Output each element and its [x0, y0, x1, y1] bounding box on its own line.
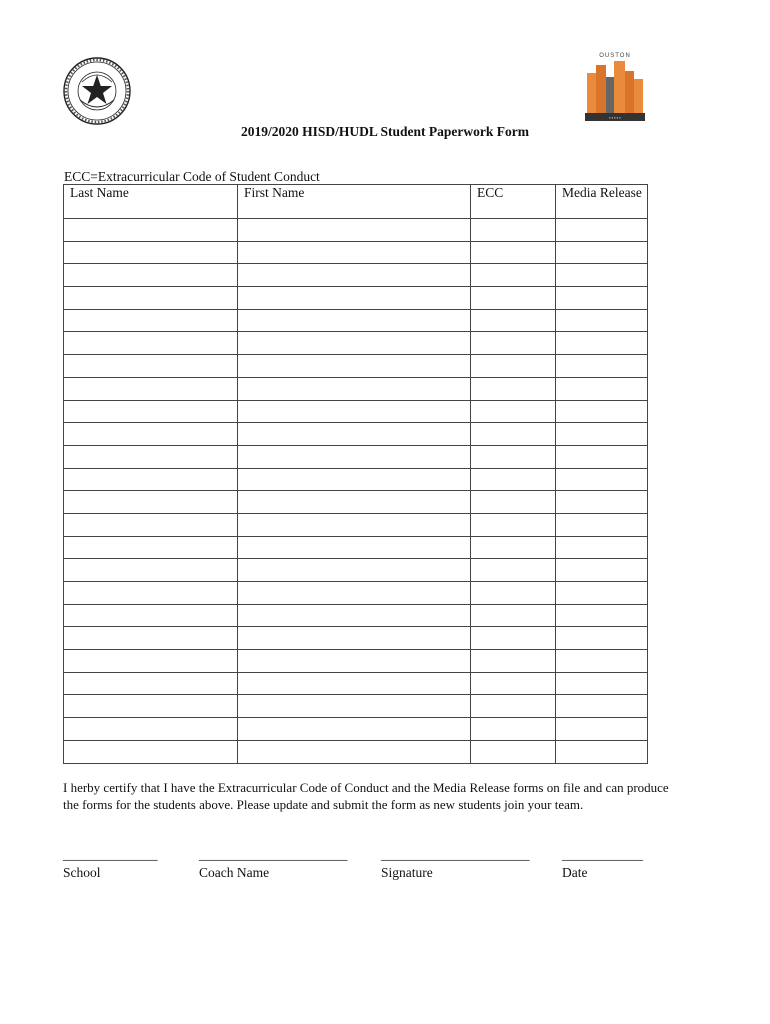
- school-label: School: [63, 865, 101, 880]
- cell-first-name[interactable]: [238, 287, 471, 310]
- school-signature-block: [63, 847, 158, 881]
- cell-first-name[interactable]: [238, 468, 471, 491]
- cell-last-name[interactable]: [64, 536, 238, 559]
- cell-last-name[interactable]: [64, 672, 238, 695]
- cell-media-release[interactable]: [556, 513, 648, 536]
- cell-first-name[interactable]: [238, 377, 471, 400]
- school-line[interactable]: ______________: [63, 847, 158, 862]
- cell-first-name[interactable]: [238, 400, 471, 423]
- cell-first-name[interactable]: [238, 627, 471, 650]
- cell-media-release[interactable]: [556, 445, 648, 468]
- cell-media-release[interactable]: [556, 650, 648, 673]
- cell-last-name[interactable]: [64, 264, 238, 287]
- cell-media-release[interactable]: [556, 287, 648, 310]
- cell-last-name[interactable]: [64, 332, 238, 355]
- cell-media-release[interactable]: [556, 377, 648, 400]
- cell-ecc[interactable]: [471, 559, 556, 582]
- table-row: [64, 740, 648, 763]
- ecc-definition: ECC=Extracurricular Code of Student Conduct: [64, 169, 320, 184]
- coach-name-line[interactable]: ______________________: [199, 847, 348, 862]
- cell-media-release[interactable]: [556, 491, 648, 514]
- table-row: [64, 536, 648, 559]
- cell-ecc[interactable]: [471, 355, 556, 378]
- cell-ecc[interactable]: [471, 400, 556, 423]
- cell-last-name[interactable]: [64, 695, 238, 718]
- cell-media-release[interactable]: [556, 582, 648, 605]
- cell-ecc[interactable]: [471, 672, 556, 695]
- cell-media-release[interactable]: [556, 468, 648, 491]
- cell-ecc[interactable]: [471, 695, 556, 718]
- cell-last-name[interactable]: [64, 491, 238, 514]
- cell-ecc[interactable]: [471, 241, 556, 264]
- cell-media-release[interactable]: [556, 604, 648, 627]
- cell-ecc[interactable]: [471, 536, 556, 559]
- cell-ecc[interactable]: [471, 332, 556, 355]
- table-row: [64, 287, 648, 310]
- cell-ecc[interactable]: [471, 582, 556, 605]
- cell-first-name[interactable]: [238, 650, 471, 673]
- date-label: Date: [562, 865, 588, 880]
- cell-last-name[interactable]: [64, 423, 238, 446]
- cell-last-name[interactable]: [64, 582, 238, 605]
- table-row: [64, 423, 648, 446]
- cell-last-name[interactable]: [64, 559, 238, 582]
- table-row: [64, 513, 648, 536]
- cell-last-name[interactable]: [64, 241, 238, 264]
- cell-media-release[interactable]: [556, 241, 648, 264]
- cell-media-release[interactable]: [556, 264, 648, 287]
- cell-first-name[interactable]: [238, 536, 471, 559]
- cell-media-release[interactable]: [556, 536, 648, 559]
- header-last-name: Last Name: [64, 185, 238, 219]
- table-row: [64, 604, 648, 627]
- table-row: [64, 445, 648, 468]
- cell-ecc[interactable]: [471, 309, 556, 332]
- cell-first-name[interactable]: [238, 332, 471, 355]
- cell-first-name[interactable]: [238, 672, 471, 695]
- cell-media-release[interactable]: [556, 559, 648, 582]
- roster-body: [64, 219, 648, 764]
- table-row: [64, 627, 648, 650]
- cell-ecc[interactable]: [471, 264, 556, 287]
- cell-first-name[interactable]: [238, 559, 471, 582]
- cell-last-name[interactable]: [64, 309, 238, 332]
- cell-ecc[interactable]: [471, 650, 556, 673]
- signature-block: [381, 847, 530, 881]
- cell-media-release[interactable]: [556, 718, 648, 741]
- cell-ecc[interactable]: [471, 468, 556, 491]
- cell-media-release[interactable]: [556, 309, 648, 332]
- cell-first-name[interactable]: [238, 264, 471, 287]
- coach-signature-block: [199, 847, 348, 881]
- table-row: [64, 264, 648, 287]
- table-row: [64, 559, 648, 582]
- cell-media-release[interactable]: [556, 672, 648, 695]
- svg-text:OUSTON: OUSTON: [599, 53, 631, 59]
- cell-first-name[interactable]: [238, 241, 471, 264]
- table-row: [64, 241, 648, 264]
- cell-ecc[interactable]: [471, 491, 556, 514]
- cell-media-release[interactable]: [556, 332, 648, 355]
- cell-last-name[interactable]: [64, 445, 238, 468]
- table-row: [64, 400, 648, 423]
- cell-first-name[interactable]: [238, 491, 471, 514]
- cell-first-name[interactable]: [238, 445, 471, 468]
- cell-first-name[interactable]: [238, 604, 471, 627]
- date-line[interactable]: ____________: [562, 847, 643, 862]
- cell-last-name[interactable]: [64, 627, 238, 650]
- table-row: [64, 718, 648, 741]
- cell-media-release[interactable]: [556, 695, 648, 718]
- cell-last-name[interactable]: [64, 355, 238, 378]
- cell-ecc[interactable]: [471, 513, 556, 536]
- header-ecc: ECC: [471, 185, 556, 219]
- svg-text:▪ ▪ ▪ ▪ ▪: ▪ ▪ ▪ ▪ ▪: [609, 115, 621, 120]
- cell-ecc[interactable]: [471, 219, 556, 242]
- cell-media-release[interactable]: [556, 423, 648, 446]
- cell-first-name[interactable]: [238, 513, 471, 536]
- cell-last-name[interactable]: [64, 513, 238, 536]
- date-signature-block: [562, 847, 643, 881]
- cell-media-release[interactable]: [556, 219, 648, 242]
- cell-first-name[interactable]: [238, 219, 471, 242]
- table-row: [64, 695, 648, 718]
- hisd-seal-logo: [62, 56, 132, 126]
- cell-ecc[interactable]: [471, 423, 556, 446]
- cell-last-name[interactable]: [64, 287, 238, 310]
- table-row: [64, 377, 648, 400]
- houston-brand-logo: [585, 47, 645, 123]
- cell-last-name[interactable]: [64, 400, 238, 423]
- cell-last-name[interactable]: [64, 219, 238, 242]
- header-first-name: First Name: [238, 185, 471, 219]
- signature-line[interactable]: ______________________: [381, 847, 530, 862]
- table-row: [64, 491, 648, 514]
- cell-first-name[interactable]: [238, 309, 471, 332]
- cell-first-name[interactable]: [238, 582, 471, 605]
- cell-first-name[interactable]: [238, 355, 471, 378]
- cell-first-name[interactable]: [238, 423, 471, 446]
- cell-last-name[interactable]: [64, 718, 238, 741]
- cell-last-name[interactable]: [64, 604, 238, 627]
- cell-last-name[interactable]: [64, 740, 238, 763]
- header-media-release: Media Release: [556, 185, 648, 219]
- cell-media-release[interactable]: [556, 355, 648, 378]
- student-roster-table: [63, 184, 648, 764]
- cell-ecc[interactable]: [471, 740, 556, 763]
- cell-ecc[interactable]: [471, 445, 556, 468]
- table-row: [64, 650, 648, 673]
- cell-first-name[interactable]: [238, 695, 471, 718]
- table-row: [64, 309, 648, 332]
- cell-ecc[interactable]: [471, 627, 556, 650]
- cell-last-name[interactable]: [64, 377, 238, 400]
- cell-ecc[interactable]: [471, 604, 556, 627]
- certification-statement: I herby certify that I have the Extracurricular Code of Conduct and the Media Release forms on file and can produce the forms for the students above. Please update and submit the form as new students join your team.: [63, 780, 669, 812]
- signature-label: Signature: [381, 865, 433, 880]
- cell-first-name[interactable]: [238, 740, 471, 763]
- cell-media-release[interactable]: [556, 400, 648, 423]
- table-header-row: [64, 185, 648, 219]
- table-row: [64, 355, 648, 378]
- table-row: [64, 332, 648, 355]
- cell-ecc[interactable]: [471, 287, 556, 310]
- cell-media-release[interactable]: [556, 627, 648, 650]
- cell-last-name[interactable]: [64, 468, 238, 491]
- cell-ecc[interactable]: [471, 377, 556, 400]
- cell-media-release[interactable]: [556, 740, 648, 763]
- cell-last-name[interactable]: [64, 650, 238, 673]
- cell-ecc[interactable]: [471, 718, 556, 741]
- coach-name-label: Coach Name: [199, 865, 270, 880]
- table-row: [64, 582, 648, 605]
- table-row: [64, 468, 648, 491]
- table-row: [64, 219, 648, 242]
- table-row: [64, 672, 648, 695]
- cell-first-name[interactable]: [238, 718, 471, 741]
- form-title: 2019/2020 HISD/HUDL Student Paperwork Form: [240, 124, 529, 139]
